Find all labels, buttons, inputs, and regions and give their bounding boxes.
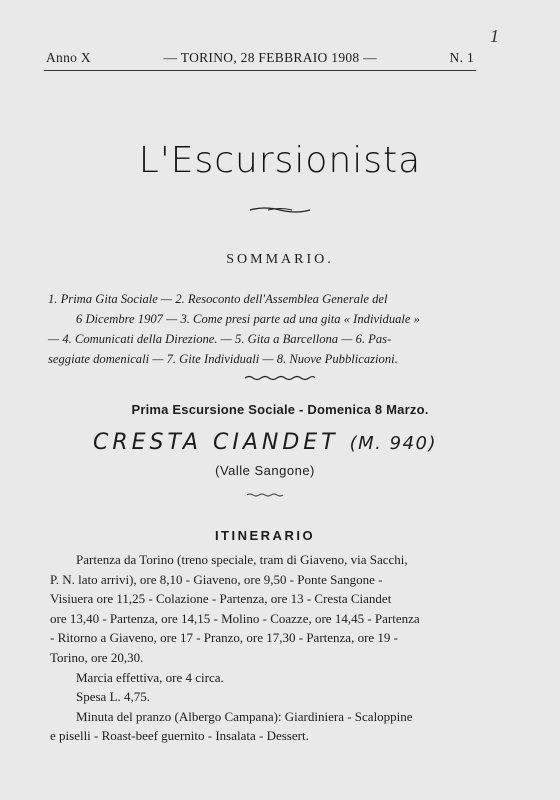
itinerario-line: e piselli - Roast-beef guernito - Insalata - Dessert. (50, 728, 309, 744)
masthead-ornament (0, 202, 560, 220)
issue-number: N. 1 (449, 50, 474, 65)
sommario-line: — 4. Comunicati della Direzione. — 5. Gita a Barcellona — 6. Pas- (48, 332, 392, 346)
itinerario-line: P. N. lato arrivi), ore 8,10 - Giaveno, ore 9,50 - Ponte Sangone - (50, 571, 383, 587)
itinerario-heading: ITINERARIO (214, 528, 316, 543)
excursion-subtitle: Prima Escursione Sociale - Domenica 8 Marzo. (131, 402, 429, 417)
section-ornament (0, 369, 560, 387)
wavy-rule-icon (243, 374, 317, 382)
itinerario-line: - Ritorno a Giaveno, ore 17 - Pranzo, ore 17,30 - Partenza, ore 19 - (50, 630, 398, 646)
itinerario-line: Partenza da Torino (treno speciale, tram di Giaveno, via Sacchi, (76, 552, 408, 567)
itinerario-line: ore 13,40 - Partenza, ore 14,15 - Molino - Coazze, ore 14,45 - Partenza (50, 610, 420, 626)
sommario-line: seggiate domenicali — 7. Gite Individuali — 8. Nuove Pubblicazioni. (48, 352, 398, 366)
masthead-title: L'Escursionista (138, 140, 422, 181)
margin-annotation: 1 (490, 26, 499, 46)
sommario-list (48, 289, 478, 369)
ornament-flourish-icon (248, 205, 312, 215)
issue-header (46, 50, 474, 66)
itinerario-line: Minuta del pranzo (Albergo Campana): Giardiniera - Scaloppine (76, 708, 413, 724)
itinerario-line: Spesa L. 4,75. (76, 689, 151, 705)
header-rule (44, 70, 476, 71)
sommario-line: 1. Prima Gita Sociale — 2. Resoconto dell'Assemblea Generale del (48, 292, 388, 306)
sommario-line: 6 Dicembre 1907 — 3. Come presi parte ad una gita « Individuale » (76, 312, 420, 326)
small-wavy-rule-icon (245, 492, 285, 498)
itinerario-line: Visiuera ore 11,25 - Colazione - Partenza, ore 13 - Cresta Ciandet (50, 591, 392, 607)
excursion-title (0, 430, 530, 455)
sommario-heading: SOMMARIO. (226, 252, 334, 267)
volume-label: Anno X (46, 50, 91, 65)
itinerario-line: Marcia effettiva, ore 4 circa. (76, 669, 224, 685)
dateline: — TORINO, 28 FEBBRAIO 1908 — (163, 50, 377, 65)
valley-name: (Valle Sangone) (215, 463, 315, 478)
peak-altitude: (M. 940) (349, 433, 437, 454)
title-ornament (0, 485, 530, 503)
itinerario-line: Torino, ore 20,30. (50, 649, 144, 665)
peak-name: CRESTA CIANDET (93, 430, 339, 455)
itinerario-text (50, 550, 480, 746)
